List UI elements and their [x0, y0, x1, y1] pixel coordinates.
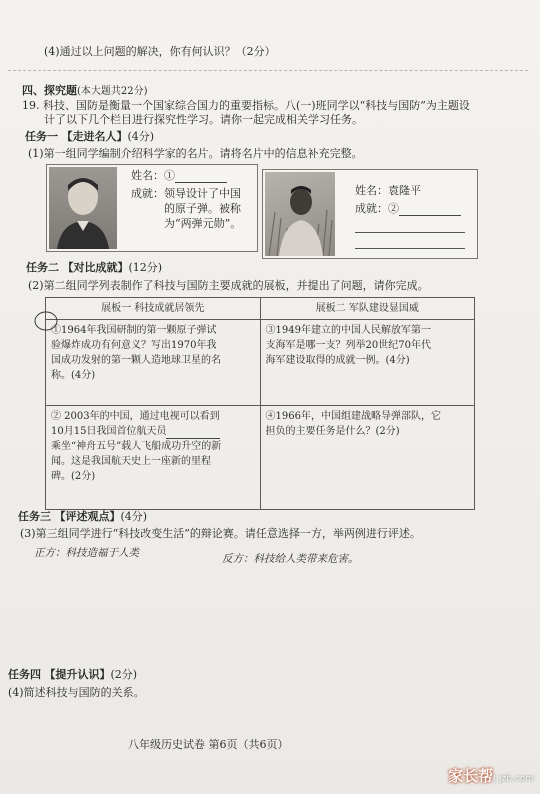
task3-heading [18, 510, 147, 524]
q3-line: ③1949年建立的中国人民解放军第一 [265, 325, 431, 336]
task2-heading [26, 261, 162, 275]
pen-circle-mark [33, 310, 59, 332]
task1-title: 【走进名人】 [61, 130, 128, 143]
task4-title: 【提升认识】 [44, 668, 111, 681]
task1-prompt: (1)第一组同学编制介绍科学家的名片。请将名片中的信息补充完整。 [28, 147, 363, 160]
answer-line-2a[interactable] [355, 232, 465, 233]
task3-title: 【评述观点】 [54, 510, 121, 523]
field-portrait-icon [265, 172, 335, 256]
task1-label: 任务一 [25, 130, 58, 143]
scientist-card-1 [46, 164, 258, 252]
card1-achieve-line1: 成就：领导设计了中国 [131, 187, 241, 200]
answer-blank-2[interactable] [399, 204, 461, 216]
task3-score: (4分) [120, 510, 148, 523]
task4-label: 任务四 [8, 668, 41, 681]
portrait-icon [49, 167, 117, 249]
section-title: 四、探究题 [22, 84, 77, 97]
task3-label: 任务三 [18, 510, 51, 523]
task2-score: (12分) [128, 261, 163, 274]
task4-score: (2分) [110, 668, 138, 681]
q1-line: 国成功发射的第一颗人造地球卫星的名 [51, 355, 221, 366]
scientist-photo-1 [49, 167, 117, 249]
card1-achieve-line3: 为“两弹元勋”。 [164, 217, 242, 230]
q4-line: 担负的主要任务是什么？(2分) [265, 426, 400, 437]
debate-pro-answer: 正方：科技造福于人类 [34, 547, 139, 559]
q19-line2: 计了以下几个栏目进行探究性学习。请你一起完成相关学习任务。 [44, 113, 363, 126]
answer-blank-astronaut[interactable] [166, 427, 220, 439]
card2-achieve-label: 成就：② [355, 202, 399, 215]
board2-question-3 [260, 320, 475, 406]
board1-header: 展板一 科技成就居领先 [46, 298, 261, 320]
watermark-brand: 家长帮 [448, 767, 494, 785]
q2-line: ② 2003年的中国，通过电视可以看到 [51, 411, 220, 422]
page-footer: 八年级历史试卷 第6页（共6页） [128, 738, 289, 751]
task2-prompt: (2)第二组同学列表制作了科技与国防主要成就的展板，并提出了问题，请你完成。 [28, 279, 429, 292]
q1-line: ①1964年我国研制的第一颗原子弹试 [51, 325, 217, 336]
debate-con-answer: 反方：科技给人类带来危害。 [222, 553, 359, 565]
task1-heading [25, 130, 154, 144]
task2-label: 任务二 [26, 261, 59, 274]
board2-question-4 [260, 406, 475, 510]
q4-line: ④1966年，中国组建战略导弹部队，它 [265, 411, 441, 422]
site-watermark [448, 765, 534, 786]
q3-line: 支海军是哪一支？列举20世纪70年代 [265, 340, 431, 351]
card2-achieve-row [355, 202, 461, 216]
scientist-photo-2 [265, 172, 335, 256]
board2-header: 展板二 军队建设显国威 [260, 298, 475, 320]
watermark-site: | jzb.com [493, 774, 534, 784]
card1-name-label: 姓名：① [131, 169, 175, 182]
scientist-card-2 [262, 169, 478, 259]
answer-blank-1[interactable] [175, 171, 227, 183]
card2-name: 姓名：袁隆平 [355, 184, 421, 197]
task3-prompt: (3)第三组同学进行“科技改变生活”的辩论赛。请任意选择一方，举两例进行评述。 [20, 527, 421, 540]
q2-line: 乘坐“神舟五号”载人飞船成功升空的新 [51, 441, 222, 452]
section-divider [8, 70, 528, 71]
q19-line1: 19. 科技、国防是衡量一个国家综合国力的重要指标。八(一)班同学以“科技与国防”为主题设 [22, 99, 470, 112]
board1-question-1 [46, 320, 261, 406]
q2-line: 10月15日我国首位航天员 [51, 424, 255, 439]
card1-name-row [131, 169, 227, 183]
top-question: (4)通过以上问题的解决，你有何认识？（2分） [44, 45, 276, 58]
task1-score: (4分) [127, 130, 155, 143]
q2-line: 闻。这是我国航天史上一座新的里程 [51, 456, 211, 467]
task4-prompt: (4)简述科技与国防的关系。 [8, 686, 145, 699]
achievement-boards-table [45, 297, 475, 510]
q2-line: 碑。(2分) [51, 471, 96, 482]
q1-line: 验爆炸成功有何意义？写出1970年我 [51, 340, 217, 351]
answer-line-2b[interactable] [355, 248, 465, 249]
task4-heading [8, 668, 137, 682]
section-heading [22, 84, 148, 99]
card1-achieve-line2: 的原子弹。被称 [164, 202, 241, 215]
task2-title: 【对比成就】 [62, 261, 129, 274]
board1-question-2 [46, 406, 261, 510]
q1-line: 称。(4分) [51, 370, 96, 381]
q3-line: 海军建设取得的成就一例。(4分) [265, 355, 410, 366]
section-note: (本大题共22分) [77, 86, 148, 97]
